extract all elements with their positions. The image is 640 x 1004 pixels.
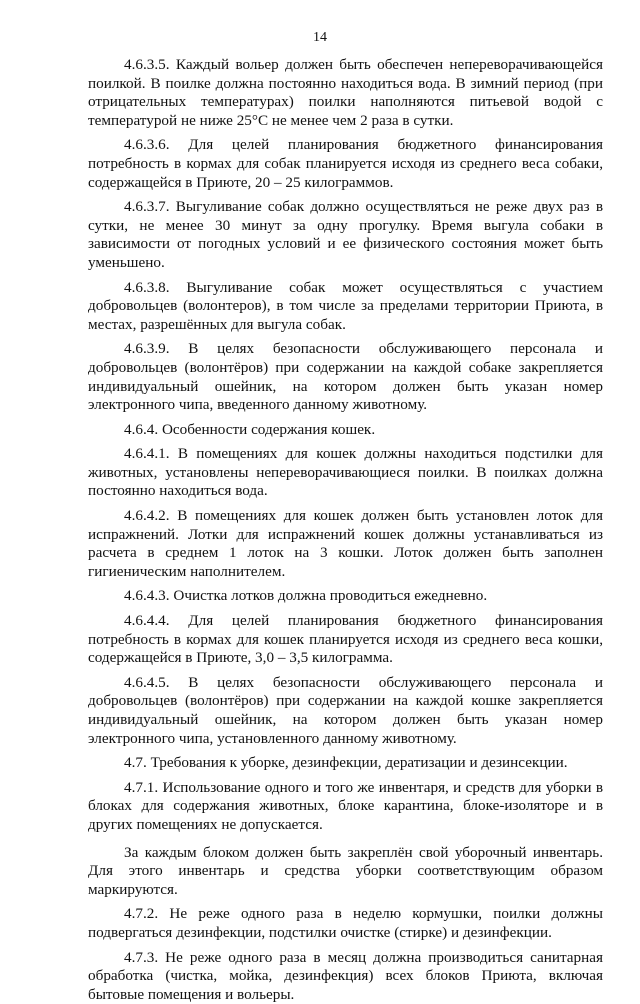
- paragraph-4-7-1: 4.7.1. Использование одного и того же инвентаря, и средств для уборки в блоках для содержания животных, блоке карантина, блоке-изоляторе и в других помещениях не допускается.: [88, 778, 603, 833]
- paragraph-4-7-3: 4.7.3. Не реже одного раза в месяц должна производиться санитарная обработка (чистка, мойка, дезинфекция) всех блоков Приюта, включая бытовые помещения и вольеры.: [88, 948, 603, 1003]
- paragraph-4-6-4-1: 4.6.4.1. В помещениях для кошек должны находиться подстилки для животных, установлены непереворачивающиеся поилки. В поилках должна постоянно находиться вода.: [88, 445, 603, 500]
- paragraph-inventory-marking: За каждым блоком должен быть закреплён свой уборочный инвентарь. Для этого инвентарь и средства уборки соответствующим образом маркируются.: [88, 843, 603, 898]
- section-heading-4-6-4: 4.6.4. Особенности содержания кошек.: [124, 420, 376, 438]
- paragraph-4-6-4-5: 4.6.4.5. В целях безопасности обслуживающего персонала и добровольцев (волонтёров) при содержании на каждой кошке закрепляется индивидуальный ошейник, на котором должен быть указан номер электронного чипа, установленного данному животному.: [88, 673, 603, 747]
- paragraph-4-6-3-7: 4.6.3.7. Выгуливание собак должно осуществляться не реже двух раз в сутки, не менее 30 минут за одну прогулку. Время выгула собаки в зависимости от погодных условий и ее физического состояния может быть уменьшено.: [88, 198, 603, 271]
- page-number: 14: [313, 30, 327, 45]
- paragraph-4-6-4-3: 4.6.4.3. Очистка лотков должна проводиться ежедневно.: [124, 587, 488, 605]
- paragraph-4-6-3-5: 4.6.3.5. Каждый вольер должен быть обеспечен непереворачивающейся поилкой. В поилке должна постоянно находиться вода. В зимний период (при отрицательных температурах) поилки наполняются питьевой водой с температурой не ниже 25°С не менее чем 2 раза в сутки.: [88, 56, 603, 129]
- paragraph-4-6-3-6: 4.6.3.6. Для целей планирования бюджетного финансирования потребность в кормах для собак планируется исходя из среднего веса собаки, содержащейся в Приюте, 20 – 25 килограммов.: [88, 136, 603, 191]
- paragraph-4-7-2: 4.7.2. Не реже одного раза в неделю кормушки, поилки должны подвергаться дезинфекции, подстилки очистке (стирке) и дезинфекции.: [88, 905, 603, 941]
- paragraph-4-6-3-9: 4.6.3.9. В целях безопасности обслуживающего персонала и добровольцев (волонтёров) при содержании на каждой собаке закрепляется индивидуальный ошейник, на котором должен быть указан номер электронного чипа, введенного данному животному.: [88, 340, 603, 414]
- document-body: [88, 56, 603, 1004]
- paragraph-4-6-4-4: 4.6.4.4. Для целей планирования бюджетного финансирования потребность в кормах для кошек планируется исходя из среднего веса кошки, содержащейся в Приюте, 3,0 – 3,5 килограмма.: [88, 612, 603, 667]
- paragraph-4-6-3-8: 4.6.3.8. Выгуливание собак может осуществляться с участием добровольцев (волонтеров), в том числе за пределами территории Приюта, в местах, разрешённых для выгула собак.: [88, 278, 603, 333]
- paragraph-4-6-4-2: 4.6.4.2. В помещениях для кошек должен быть установлен лоток для испражнений. Лотки для испражнений кошек должны устанавливаться из расчета в среднем 1 лоток на 3 кошки. Лоток должен быть заполнен гигиеническим наполнителем.: [88, 507, 603, 580]
- section-heading-4-7: 4.7. Требования к уборке, дезинфекции, дератизации и дезинсекции.: [124, 754, 568, 772]
